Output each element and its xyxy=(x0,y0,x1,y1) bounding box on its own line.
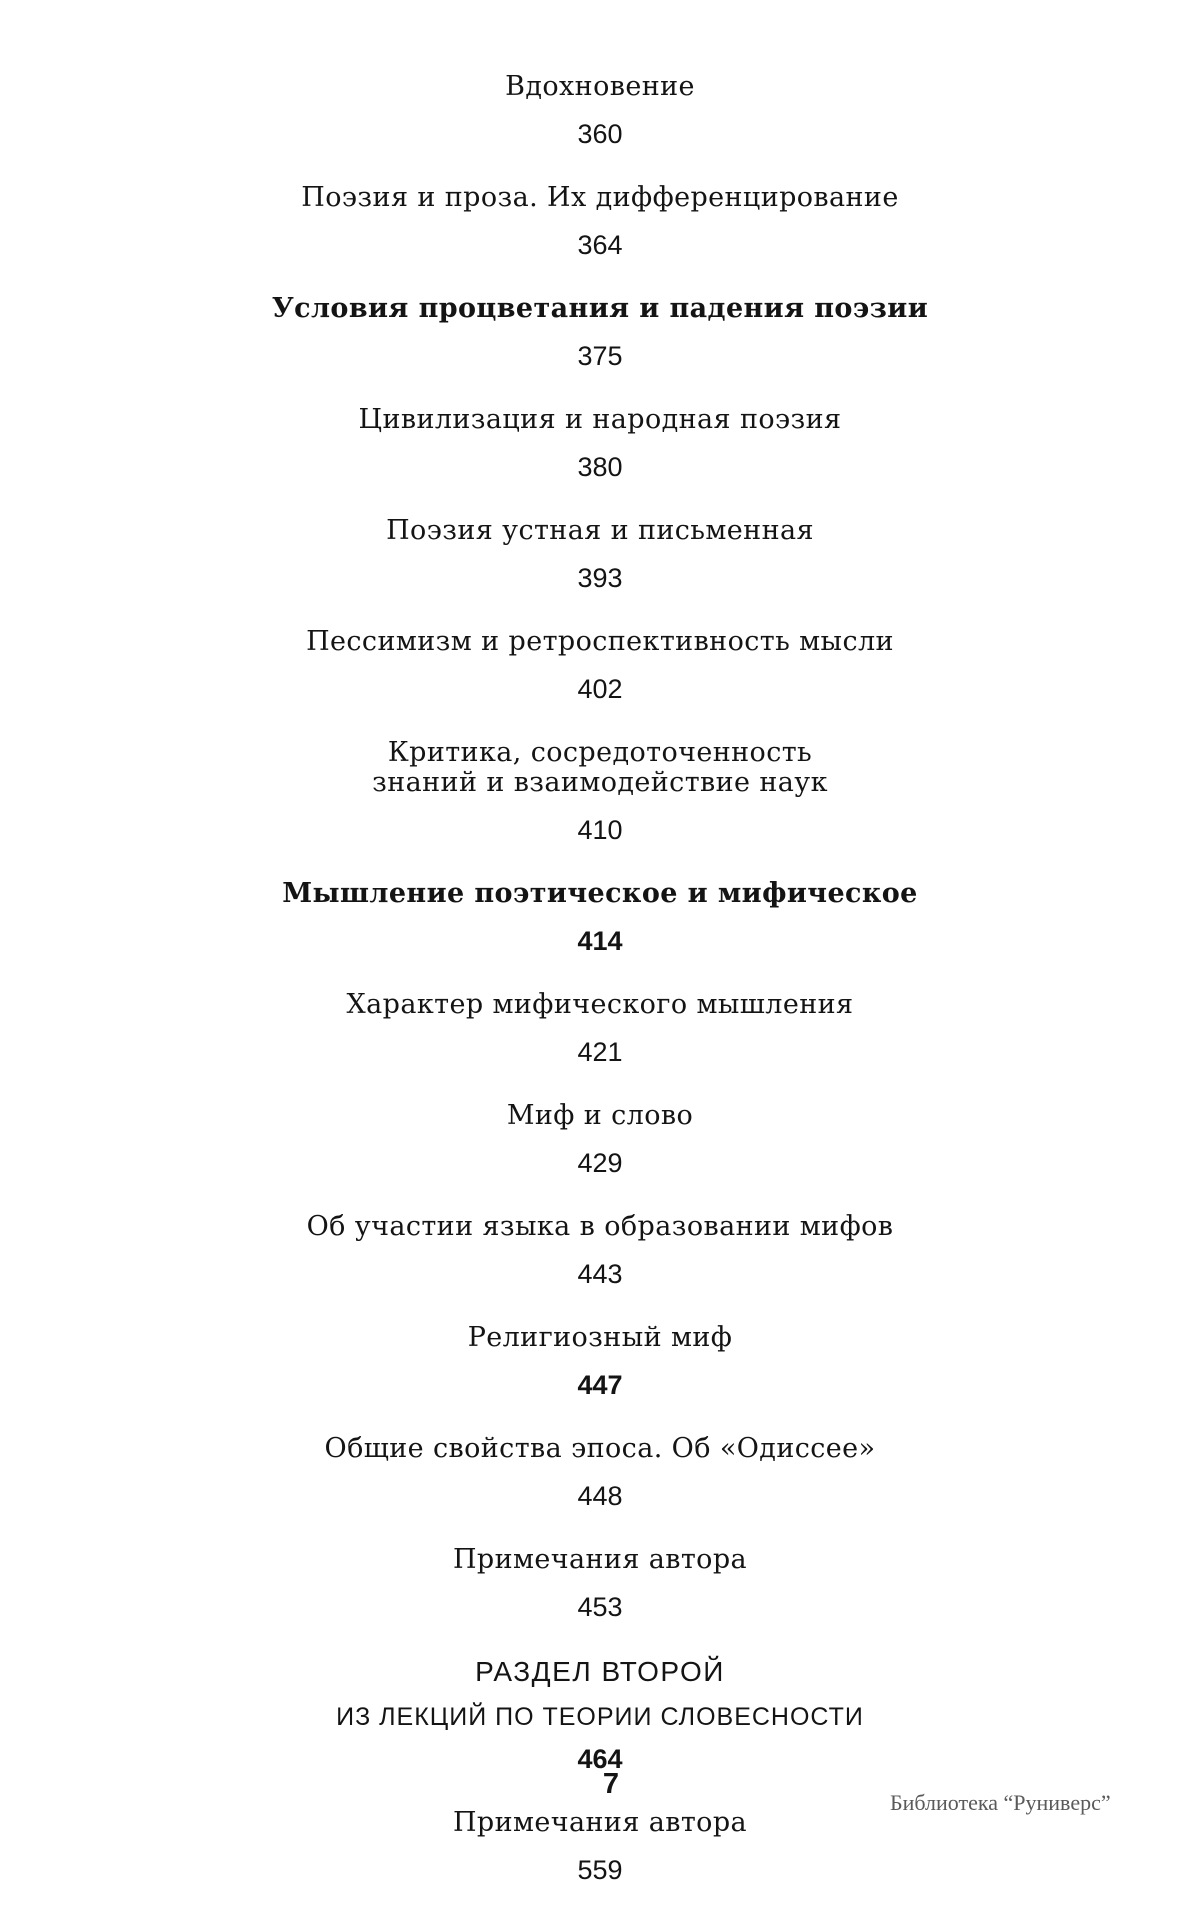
section-subheading: ИЗ ЛЕКЦИЙ ПО ТЕОРИИ СЛОВЕСНОСТИ xyxy=(336,1703,864,1731)
toc-entry-title: Примечания автора xyxy=(452,1807,748,1838)
toc-entry-page: 360 xyxy=(577,119,623,149)
toc-entry-title: Цивилизация и народная поэзия xyxy=(358,404,842,435)
toc-entry xyxy=(0,1212,1200,1289)
toc-entry-title: Общие свойства эпоса. Об «Одиссее» xyxy=(324,1433,876,1464)
toc-entry-page: 447 xyxy=(577,1370,623,1400)
toc-entry xyxy=(0,1434,1200,1511)
table-of-contents xyxy=(0,72,1200,1919)
library-watermark: Библиотека “Руниверс” xyxy=(890,1790,1111,1815)
toc-entry xyxy=(0,1545,1200,1622)
toc-entry-page: 414 xyxy=(577,926,623,956)
toc-entry-page: 375 xyxy=(577,341,623,371)
toc-entry xyxy=(0,516,1200,593)
page-number: 7 xyxy=(602,1768,620,1800)
section-heading: РАЗДЕЛ ВТОРОЙ xyxy=(475,1656,725,1687)
toc-entry xyxy=(0,405,1200,482)
toc-entry-page: 421 xyxy=(577,1037,623,1067)
toc-entry-page: 429 xyxy=(577,1148,623,1178)
toc-entry-title: Условия процветания и падения поэзии xyxy=(271,293,929,324)
toc-entry-page: 364 xyxy=(577,230,623,260)
toc-entry-page: 380 xyxy=(577,452,623,482)
toc-entry xyxy=(0,627,1200,704)
toc-entry xyxy=(0,990,1200,1067)
toc-entry-title: Мышление поэтическое и мифическое xyxy=(282,878,918,909)
toc-entry-title: Религиозный миф xyxy=(467,1322,733,1353)
toc-entry-page: 402 xyxy=(577,674,623,704)
toc-entry-page: 559 xyxy=(577,1855,623,1885)
toc-entry-title: Примечания автора xyxy=(452,1544,748,1575)
toc-entry-page: 410 xyxy=(577,815,623,845)
toc-entry-title: Поэзия и проза. Их дифференцирование xyxy=(301,182,899,213)
toc-entry-page: 393 xyxy=(577,563,623,593)
toc-entry xyxy=(0,1101,1200,1178)
toc-entry-title: Пессимизм и ретроспективность мысли xyxy=(306,626,894,657)
toc-section xyxy=(0,1656,1200,1774)
toc-entry-title: Критика, сосредоточенность знаний и взаимодействие наук xyxy=(372,737,828,798)
toc-entry-title: Характер мифического мышления xyxy=(346,989,854,1020)
toc-entry xyxy=(0,72,1200,149)
toc-entry xyxy=(0,183,1200,260)
toc-entry-page: 448 xyxy=(577,1481,623,1511)
toc-entry-title: Об участии языка в образовании мифов xyxy=(306,1211,894,1242)
toc-entry xyxy=(0,738,1200,845)
toc-entry-title: Миф и слово xyxy=(506,1100,694,1131)
toc-entry-page: 464 xyxy=(577,1744,623,1774)
toc-entry-page: 443 xyxy=(577,1259,623,1289)
toc-entry-title: Вдохновение xyxy=(505,71,695,102)
toc-entry xyxy=(0,294,1200,371)
toc-entry xyxy=(0,1323,1200,1400)
toc-entry-page: 453 xyxy=(577,1592,623,1622)
toc-entry-title: Поэзия устная и письменная xyxy=(386,515,814,546)
toc-entry xyxy=(0,1808,1200,1885)
toc-entry xyxy=(0,879,1200,956)
